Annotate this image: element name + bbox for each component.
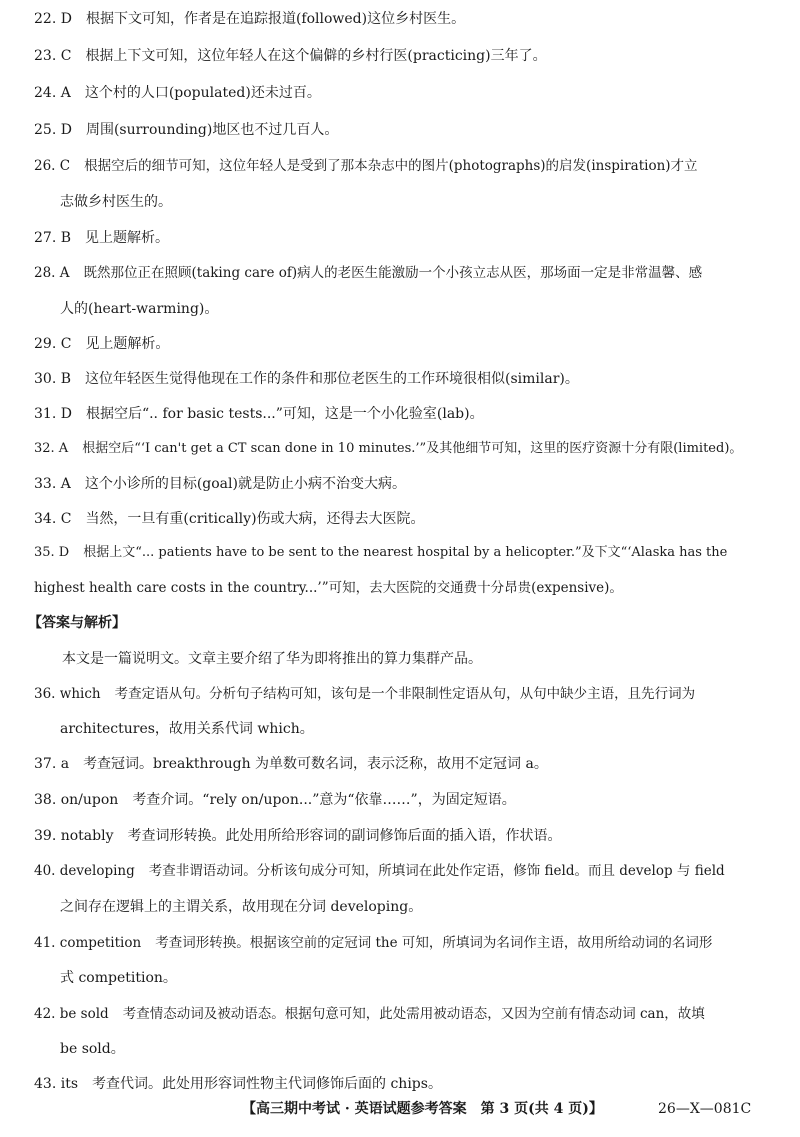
answer-item-41-continuation: 式 competition。	[60, 970, 177, 986]
item-number: 22. D	[34, 11, 72, 27]
item-text: 根据空后的细节可知，这位年轻人是受到了那本杂志中的图片(photographs)的启发(inspiration)才立	[84, 158, 698, 174]
item-number: 28. A	[34, 265, 70, 281]
item-number: 43. its	[34, 1076, 79, 1092]
item-number: 37. a	[34, 756, 70, 772]
item-text: 这个小诊所的目标(goal)就是防止小病不治变大病。	[84, 476, 406, 492]
section-intro: 本文是一篇说明文。文章主要介绍了华为即将推出的算力集群产品。	[62, 651, 482, 667]
answer-item-42	[34, 1004, 774, 1024]
answer-item-28-continuation: 人的(heart-warming)。	[60, 301, 219, 317]
item-number: 32. A	[34, 441, 69, 456]
item-text: 考查介词。“rely on/upon...”意为“依靠……”，为固定短语。	[132, 792, 516, 808]
item-text: 考查非谓语动词。分析该句成分可知，所填词在此处作定语，修饰 field。而且 develop 与 field	[148, 863, 725, 879]
item-text: 根据空后“‘I can't get a CT scan done in 10 minutes.’”及其他细节可知，这里的医疗资源十分有限(limited)。	[82, 441, 743, 456]
item-number: 35. D	[34, 545, 70, 560]
item-text: 考查代词。此处用形容词性物主代词修饰后面的 chips。	[92, 1076, 442, 1092]
item-number: 23. C	[34, 48, 72, 64]
page-footer-code: 26—X—081C	[658, 1101, 752, 1117]
answer-item-40	[34, 861, 774, 881]
answer-item-34	[34, 509, 774, 529]
answer-item-33	[34, 474, 774, 494]
answer-item-25	[34, 120, 774, 140]
item-text: 这个村的人口(populated)还未过百。	[84, 85, 321, 101]
item-number: 39. notably	[34, 828, 114, 844]
item-number: 42. be sold	[34, 1006, 109, 1022]
item-text: 考查词形转换。此处用所给形容词的副词修饰后面的插入语，作状语。	[127, 828, 562, 844]
item-number: 25. D	[34, 122, 72, 138]
item-number: 24. A	[34, 85, 71, 101]
item-text: 根据上文“... patients have to be sent to the nearest hospital by a helicopter.”及下文“‘Alaska has the	[83, 545, 728, 560]
item-text: 考查情态动词及被动语态。根据句意可知，此处需用被动语态，又因为空前有情态动词 can，故填	[122, 1006, 705, 1022]
answer-item-41	[34, 933, 774, 953]
item-text: 见上题解析。	[85, 230, 170, 246]
answer-item-27	[34, 228, 774, 248]
answer-item-26-continuation: 志做乡村医生的。	[60, 194, 172, 210]
answer-item-28	[34, 263, 774, 283]
answer-item-26	[34, 156, 774, 176]
answer-item-36-continuation: architectures，故用关系代词 which。	[60, 721, 314, 737]
answer-item-38	[34, 790, 774, 810]
section-title: 【答案与解析】	[28, 615, 126, 631]
answer-item-29	[34, 334, 774, 354]
item-number: 29. C	[34, 336, 72, 352]
answer-item-43	[34, 1074, 774, 1094]
item-number: 40. developing	[34, 863, 135, 879]
item-text: 考查词形转换。根据该空前的定冠词 the 可知，所填词为名词作主语，故用所给动词的名词形	[155, 935, 713, 951]
item-text: 这位年轻医生觉得他现在工作的条件和那位老医生的工作环境很相似(similar)。	[85, 371, 579, 387]
item-number: 26. C	[34, 158, 71, 174]
item-text: 当然，一旦有重(critically)伤或大病，还得去大医院。	[85, 511, 425, 527]
answer-item-24	[34, 83, 774, 103]
item-text: 既然那位正在照顾(taking care of)病人的老医生能激励一个小孩立志从医，那场面一定是非常温馨、感	[83, 265, 703, 281]
item-number: 38. on/upon	[34, 792, 119, 808]
answer-item-37	[34, 754, 774, 774]
answer-item-35	[34, 543, 774, 563]
item-text: 根据下文可知，作者是在追踪报道(followed)这位乡村医生。	[85, 11, 466, 27]
item-number: 31. D	[34, 406, 72, 422]
answer-item-32	[34, 439, 774, 459]
item-text: 根据上下文可知，这位年轻人在这个偏僻的乡村行医(practicing)三年了。	[85, 48, 547, 64]
item-number: 41. competition	[34, 935, 142, 951]
item-text: 考查定语从句。分析句子结构可知，该句是一个非限制性定语从句，从句中缺少主语，且先行词为	[114, 686, 696, 702]
item-text: 考查冠词。breakthrough 为单数可数名词，表示泛称，故用不定冠词 a。	[83, 756, 548, 772]
answer-item-23	[34, 46, 774, 66]
item-number: 33. A	[34, 476, 71, 492]
answer-item-40-continuation: 之间存在逻辑上的主谓关系，故用现在分词 developing。	[60, 899, 423, 915]
answer-item-35-continuation: highest health care costs in the country...’”可知，去大医院的交通费十分昂贵(expensive)。	[34, 580, 623, 596]
answer-item-39	[34, 826, 774, 846]
item-number: 30. B	[34, 371, 72, 387]
item-number: 36. which	[34, 686, 101, 702]
answer-item-22	[34, 9, 774, 29]
answer-item-30	[34, 369, 774, 389]
answer-item-42-continuation: be sold。	[60, 1041, 125, 1057]
answer-item-31	[34, 404, 774, 424]
item-number: 34. C	[34, 511, 72, 527]
item-text: 见上题解析。	[85, 336, 170, 352]
item-text: 根据空后“.. for basic tests...”可知，这是一个小化验室(lab)。	[85, 406, 484, 422]
item-text: 周围(surrounding)地区也不过几百人。	[85, 122, 339, 138]
answer-item-36	[34, 684, 774, 704]
item-number: 27. B	[34, 230, 72, 246]
page-footer-title: 【高三期中考试 · 英语试题参考答案 第 3 页(共 4 页)】	[242, 1101, 603, 1117]
